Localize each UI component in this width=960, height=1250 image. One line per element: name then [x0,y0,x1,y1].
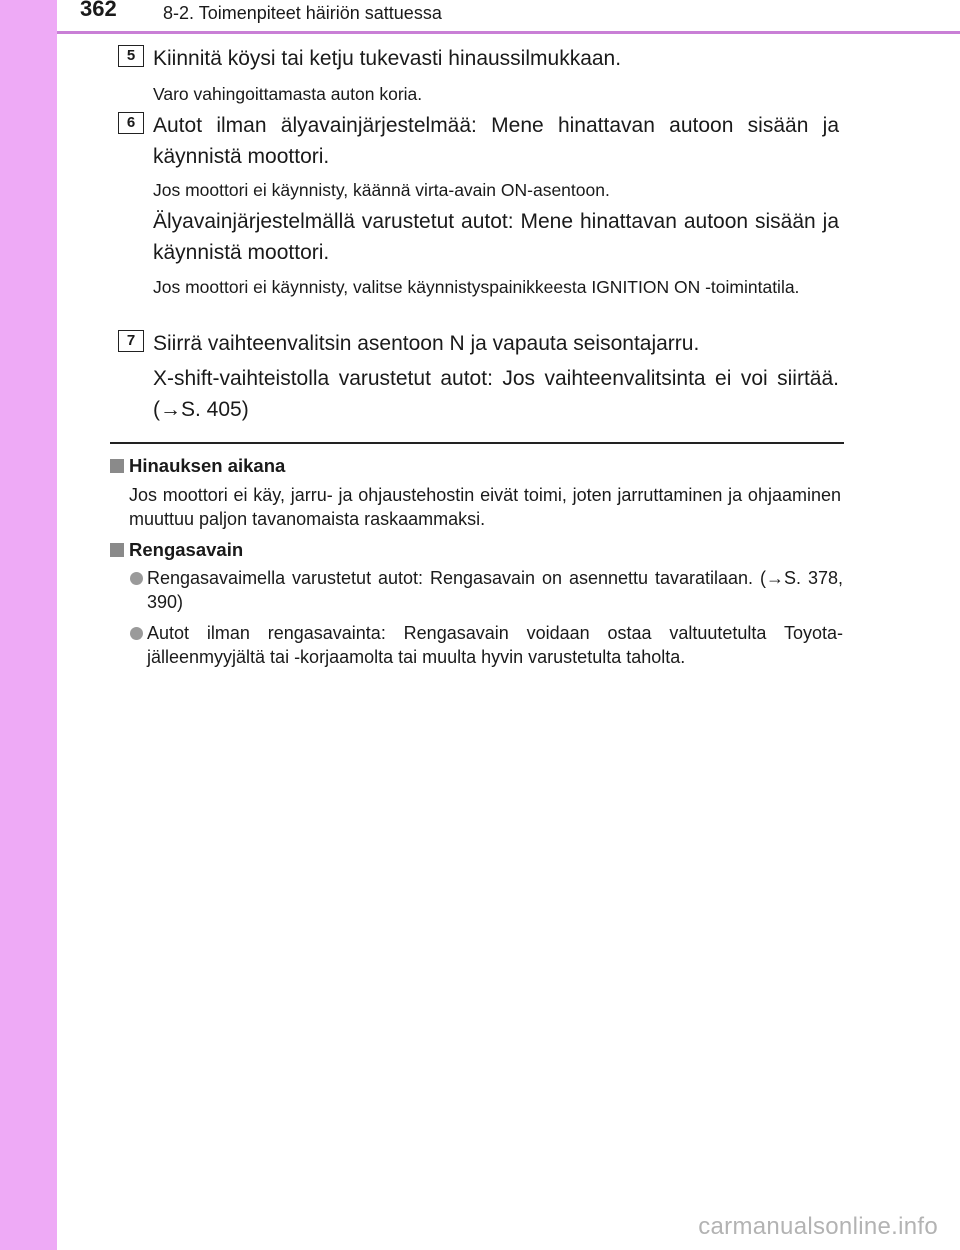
step-note: Jos moottori ei käynnisty, käännä virta-avain ON-asentoon. [153,180,610,200]
watermark-text: carmanualsonline.info [698,1213,938,1240]
step-number-box: 6 [118,112,144,134]
step-instruction: Kiinnitä köysi tai ketju tukevasti hinaussilmukkaan. [153,47,622,70]
bullet-item: Rengasavaimella varustetut autot: Rengasavain on asennettu tavaratilaan. (→S. 378, 390) [147,568,843,612]
step-instruction-alt: Älyavainjärjestelmällä varustetut autot: Mene hinattavan autoon sisään ja käynnistä moottori. [153,210,839,264]
page-number: 362 [80,0,117,21]
step-number-box: 5 [118,45,144,67]
round-bullet-icon [130,627,143,640]
round-bullet-icon [130,572,143,585]
step-instruction: Autot ilman älyavainjärjestelmää: Mene hinattavan autoon sisään ja käynnistä moottori. [153,114,839,168]
step-instruction: Siirrä vaihteenvalitsin asentoon N ja vapauta seisontajarru. [153,332,700,355]
page-content [57,0,960,1250]
bullet-item: Autot ilman rengasavainta: Rengasavain voidaan ostaa valtuutetulta Toyota-jälleenmyyjältä tai -korjaamolta tai muulta hyvin varustetulta taholta. [147,623,843,667]
chapter-sidebar-tab [0,0,57,1250]
step-number-box: 7 [118,330,144,352]
section-divider [110,442,844,444]
info-heading: Hinauksen aikana [129,455,286,476]
info-text: Jos moottori ei käy, jarru- ja ohjaustehostin eivät toimi, joten jarruttaminen ja ohjaaminen muuttuu paljon tavanomaista raskaammaksi. [129,485,841,529]
step-instruction-alt: X-shift-vaihteistolla varustetut autot: Jos vaihteenvalitsinta ei voi siirtää. (→S. 405) [153,367,839,421]
step-note-alt: Jos moottori ei käynnisty, valitse käynnistyspainikkeesta IGNITION ON -toimintatila. [153,277,800,297]
square-bullet-icon [110,543,124,557]
section-title: 8-2. Toimenpiteet häiriön sattuessa [163,3,442,23]
info-heading: Rengasavain [129,539,244,560]
square-bullet-icon [110,459,124,473]
step-note: Varo vahingoittamasta auton koria. [153,84,423,104]
